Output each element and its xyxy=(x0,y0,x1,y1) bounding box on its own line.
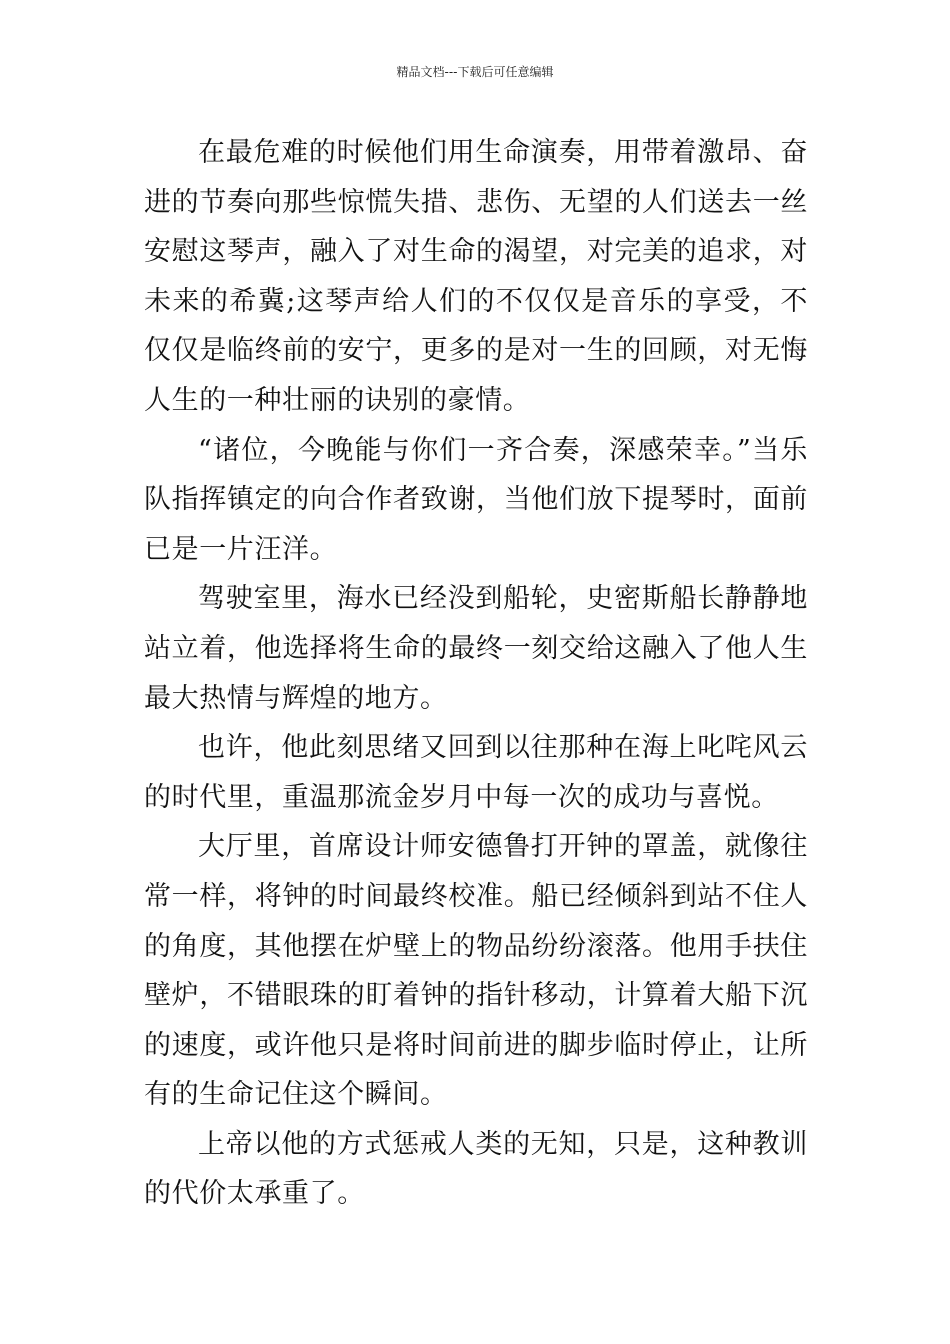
paragraph-6: 上帝以他的方式惩戒人类的无知，只是，这种教训的代价太承重了。 xyxy=(144,1128,808,1210)
paragraph-2: “诸位，今晚能与你们一齐合奏，深感荣幸。”当乐队指挥镇定的向合作者致谢，当他们放下提琴时，面前已是一片汪洋。 xyxy=(144,434,808,565)
paragraph-1: 在最危难的时候他们用生命演奏，用带着激昂、奋进的节奏向那些惊慌失措、悲伤、无望的人们送去一丝安慰这琴声，融入了对生命的渴望，对完美的追求，对未来的希冀;这琴声给人们的不仅仅是音乐的享受，不仅仅是临终前的安宁，更多的是对一生的回顾，对无悔人生的一种壮丽的诀别的豪情。 xyxy=(144,137,808,416)
page-header: 精品文档---下载后可任意编辑 xyxy=(396,65,554,79)
paragraph-4: 也许，他此刻思绪又回到以往那种在海上叱咤风云的时代里，重温那流金岁月中每一次的成功与喜悦。 xyxy=(144,732,808,813)
paragraph-3: 驾驶室里，海水已经没到船轮，史密斯船长静静地站立着，他选择将生命的最终一刻交给这融入了他人生最大热情与辉煌的地方。 xyxy=(144,583,808,714)
paragraph-5: 大厅里，首席设计师安德鲁打开钟的罩盖，就像往常一样，将钟的时间最终校准。船已经倾斜到站不住人的角度，其他摆在炉壁上的物品纷纷滚落。他用手扶住壁炉，不错眼珠的盯着钟的指针移动，计算着大船下沉的速度，或许他只是将时间前进的脚步临时停止，让所有的生命记住这个瞬间。 xyxy=(144,831,808,1111)
document-body xyxy=(144,128,808,1219)
